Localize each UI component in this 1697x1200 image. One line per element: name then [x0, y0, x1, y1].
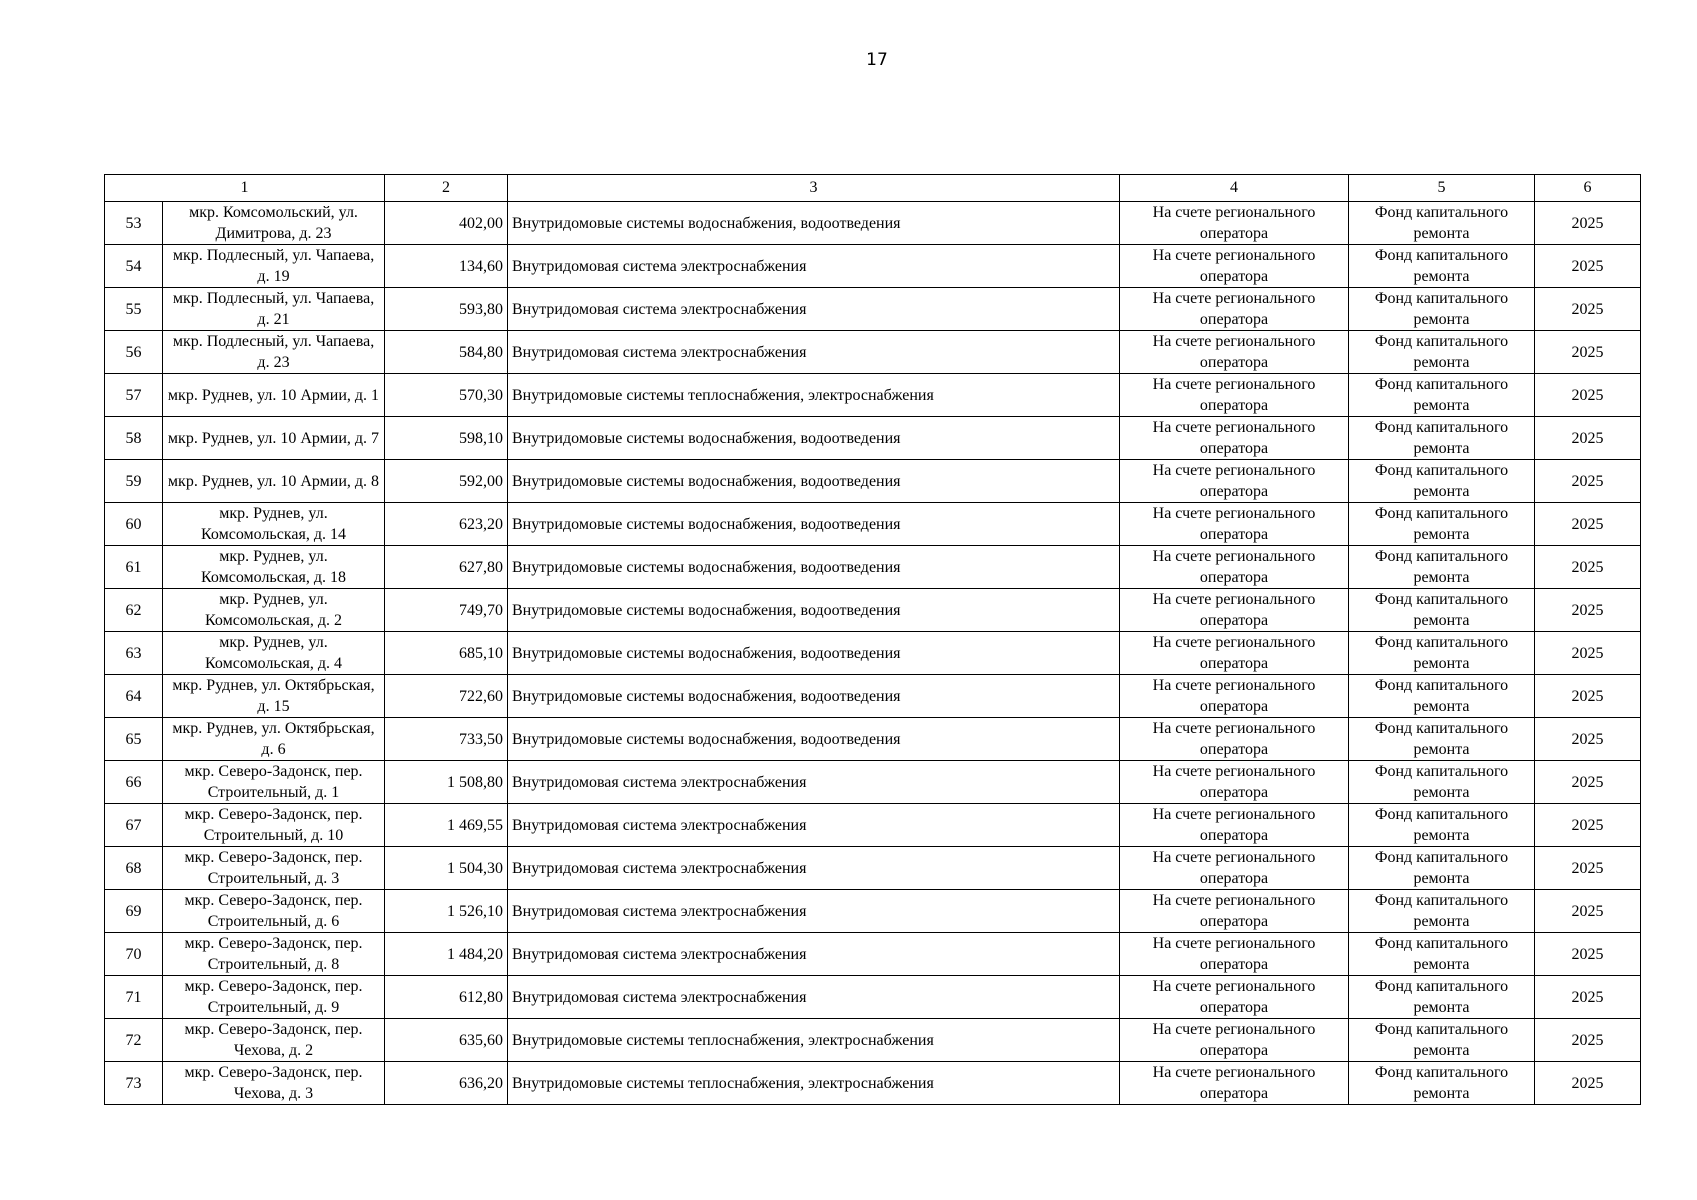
- area-cell: 685,10: [385, 632, 508, 675]
- table-row: [105, 675, 1641, 718]
- year-cell: 2025: [1535, 1019, 1641, 1062]
- year-cell: 2025: [1535, 546, 1641, 589]
- area-cell: 636,20: [385, 1062, 508, 1105]
- account-cell: На счете регионального оператора: [1120, 804, 1349, 847]
- area-cell: 749,70: [385, 589, 508, 632]
- work-type-cell: Внутридомовые системы водоснабжения, водоотведения: [508, 675, 1120, 718]
- address-cell: мкр. Руднев, ул. Комсомольская, д. 18: [163, 546, 385, 589]
- area-cell: 584,80: [385, 331, 508, 374]
- account-cell: На счете регионального оператора: [1120, 933, 1349, 976]
- funding-source-cell: Фонд капитального ремонта: [1349, 417, 1535, 460]
- work-type-cell: Внутридомовая система электроснабжения: [508, 976, 1120, 1019]
- work-type-cell: Внутридомовые системы водоснабжения, водоотведения: [508, 460, 1120, 503]
- year-cell: 2025: [1535, 245, 1641, 288]
- address-cell: мкр. Северо-Задонск, пер. Строительный, д. 1: [163, 761, 385, 804]
- funding-source-cell: Фонд капитального ремонта: [1349, 675, 1535, 718]
- row-number: 59: [105, 460, 163, 503]
- work-type-cell: Внутридомовая система электроснабжения: [508, 245, 1120, 288]
- area-cell: 733,50: [385, 718, 508, 761]
- funding-source-cell: Фонд капитального ремонта: [1349, 202, 1535, 245]
- area-cell: 134,60: [385, 245, 508, 288]
- funding-source-cell: Фонд капитального ремонта: [1349, 546, 1535, 589]
- row-number: 70: [105, 933, 163, 976]
- year-cell: 2025: [1535, 1062, 1641, 1105]
- work-type-cell: Внутридомовая система электроснабжения: [508, 847, 1120, 890]
- year-cell: 2025: [1535, 288, 1641, 331]
- year-cell: 2025: [1535, 374, 1641, 417]
- table-row: [105, 245, 1641, 288]
- area-cell: 1 484,20: [385, 933, 508, 976]
- address-cell: мкр. Северо-Задонск, пер. Чехова, д. 2: [163, 1019, 385, 1062]
- area-cell: 1 469,55: [385, 804, 508, 847]
- repair-schedule-table: [104, 174, 1641, 1105]
- work-type-cell: Внутридомовые системы водоснабжения, водоотведения: [508, 202, 1120, 245]
- account-cell: На счете регионального оператора: [1120, 761, 1349, 804]
- funding-source-cell: Фонд капитального ремонта: [1349, 718, 1535, 761]
- account-cell: На счете регионального оператора: [1120, 202, 1349, 245]
- year-cell: 2025: [1535, 847, 1641, 890]
- area-cell: 402,00: [385, 202, 508, 245]
- table-row: [105, 331, 1641, 374]
- table-row: [105, 417, 1641, 460]
- year-cell: 2025: [1535, 675, 1641, 718]
- table-row: [105, 718, 1641, 761]
- account-cell: На счете регионального оператора: [1120, 460, 1349, 503]
- table-row: [105, 1062, 1641, 1105]
- account-cell: На счете регионального оператора: [1120, 675, 1349, 718]
- address-cell: мкр. Северо-Задонск, пер. Строительный, д. 6: [163, 890, 385, 933]
- year-cell: 2025: [1535, 718, 1641, 761]
- work-type-cell: Внутридомовые системы водоснабжения, водоотведения: [508, 718, 1120, 761]
- account-cell: На счете регионального оператора: [1120, 632, 1349, 675]
- area-cell: 570,30: [385, 374, 508, 417]
- funding-source-cell: Фонд капитального ремонта: [1349, 589, 1535, 632]
- address-cell: мкр. Руднев, ул. 10 Армии, д. 1: [163, 374, 385, 417]
- row-number: 72: [105, 1019, 163, 1062]
- year-cell: 2025: [1535, 417, 1641, 460]
- account-cell: На счете регионального оператора: [1120, 374, 1349, 417]
- funding-source-cell: Фонд капитального ремонта: [1349, 1062, 1535, 1105]
- row-number: 57: [105, 374, 163, 417]
- funding-source-cell: Фонд капитального ремонта: [1349, 761, 1535, 804]
- work-type-cell: Внутридомовая система электроснабжения: [508, 804, 1120, 847]
- table-row: [105, 976, 1641, 1019]
- row-number: 62: [105, 589, 163, 632]
- table-row: [105, 546, 1641, 589]
- table-row: [105, 288, 1641, 331]
- address-cell: мкр. Руднев, ул. 10 Армии, д. 8: [163, 460, 385, 503]
- address-cell: мкр. Руднев, ул. Комсомольская, д. 4: [163, 632, 385, 675]
- year-cell: 2025: [1535, 761, 1641, 804]
- table-row: [105, 761, 1641, 804]
- table-row: [105, 890, 1641, 933]
- table-row: [105, 933, 1641, 976]
- year-cell: 2025: [1535, 890, 1641, 933]
- address-cell: мкр. Руднев, ул. 10 Армии, д. 7: [163, 417, 385, 460]
- table-row: [105, 503, 1641, 546]
- work-type-cell: Внутридомовая система электроснабжения: [508, 761, 1120, 804]
- address-cell: мкр. Северо-Задонск, пер. Строительный, д. 9: [163, 976, 385, 1019]
- funding-source-cell: Фонд капитального ремонта: [1349, 804, 1535, 847]
- funding-source-cell: Фонд капитального ремонта: [1349, 245, 1535, 288]
- account-cell: На счете регионального оператора: [1120, 546, 1349, 589]
- table-row: [105, 804, 1641, 847]
- row-number: 58: [105, 417, 163, 460]
- column-header-2: 2: [385, 175, 508, 202]
- row-number: 66: [105, 761, 163, 804]
- year-cell: 2025: [1535, 460, 1641, 503]
- account-cell: На счете регионального оператора: [1120, 589, 1349, 632]
- header-row: [105, 175, 1641, 202]
- funding-source-cell: Фонд капитального ремонта: [1349, 976, 1535, 1019]
- work-type-cell: Внутридомовые системы теплоснабжения, электроснабжения: [508, 374, 1120, 417]
- table-row: [105, 1019, 1641, 1062]
- table-row: [105, 589, 1641, 632]
- table-row: [105, 847, 1641, 890]
- address-cell: мкр. Северо-Задонск, пер. Чехова, д. 3: [163, 1062, 385, 1105]
- address-cell: мкр. Руднев, ул. Октябрьская, д. 6: [163, 718, 385, 761]
- work-type-cell: Внутридомовая система электроснабжения: [508, 933, 1120, 976]
- funding-source-cell: Фонд капитального ремонта: [1349, 288, 1535, 331]
- funding-source-cell: Фонд капитального ремонта: [1349, 460, 1535, 503]
- area-cell: 722,60: [385, 675, 508, 718]
- work-type-cell: Внутридомовые системы водоснабжения, водоотведения: [508, 503, 1120, 546]
- page-number: 17: [866, 50, 888, 70]
- funding-source-cell: Фонд капитального ремонта: [1349, 847, 1535, 890]
- address-cell: мкр. Северо-Задонск, пер. Строительный, д. 8: [163, 933, 385, 976]
- funding-source-cell: Фонд капитального ремонта: [1349, 890, 1535, 933]
- row-number: 71: [105, 976, 163, 1019]
- row-number: 55: [105, 288, 163, 331]
- year-cell: 2025: [1535, 503, 1641, 546]
- account-cell: На счете регионального оператора: [1120, 245, 1349, 288]
- account-cell: На счете регионального оператора: [1120, 288, 1349, 331]
- row-number: 63: [105, 632, 163, 675]
- area-cell: 598,10: [385, 417, 508, 460]
- work-type-cell: Внутридомовые системы теплоснабжения, электроснабжения: [508, 1019, 1120, 1062]
- funding-source-cell: Фонд капитального ремонта: [1349, 374, 1535, 417]
- funding-source-cell: Фонд капитального ремонта: [1349, 933, 1535, 976]
- address-cell: мкр. Северо-Задонск, пер. Строительный, д. 10: [163, 804, 385, 847]
- row-number: 64: [105, 675, 163, 718]
- work-type-cell: Внутридомовая система электроснабжения: [508, 331, 1120, 374]
- account-cell: На счете регионального оператора: [1120, 976, 1349, 1019]
- work-type-cell: Внутридомовая система электроснабжения: [508, 288, 1120, 331]
- funding-source-cell: Фонд капитального ремонта: [1349, 632, 1535, 675]
- address-cell: мкр. Подлесный, ул. Чапаева, д. 19: [163, 245, 385, 288]
- work-type-cell: Внутридомовые системы водоснабжения, водоотведения: [508, 589, 1120, 632]
- account-cell: На счете регионального оператора: [1120, 503, 1349, 546]
- row-number: 53: [105, 202, 163, 245]
- area-cell: 1 526,10: [385, 890, 508, 933]
- table-row: [105, 632, 1641, 675]
- year-cell: 2025: [1535, 632, 1641, 675]
- account-cell: На счете регионального оператора: [1120, 890, 1349, 933]
- area-cell: 1 508,80: [385, 761, 508, 804]
- funding-source-cell: Фонд капитального ремонта: [1349, 1019, 1535, 1062]
- account-cell: На счете регионального оператора: [1120, 1019, 1349, 1062]
- address-cell: мкр. Руднев, ул. Комсомольская, д. 14: [163, 503, 385, 546]
- column-header-6: 6: [1535, 175, 1641, 202]
- area-cell: 593,80: [385, 288, 508, 331]
- year-cell: 2025: [1535, 976, 1641, 1019]
- column-header-5: 5: [1349, 175, 1535, 202]
- account-cell: На счете регионального оператора: [1120, 718, 1349, 761]
- account-cell: На счете регионального оператора: [1120, 331, 1349, 374]
- row-number: 56: [105, 331, 163, 374]
- address-cell: мкр. Подлесный, ул. Чапаева, д. 21: [163, 288, 385, 331]
- row-number: 54: [105, 245, 163, 288]
- year-cell: 2025: [1535, 589, 1641, 632]
- table-row: [105, 374, 1641, 417]
- row-number: 67: [105, 804, 163, 847]
- work-type-cell: Внутридомовые системы водоснабжения, водоотведения: [508, 632, 1120, 675]
- address-cell: мкр. Подлесный, ул. Чапаева, д. 23: [163, 331, 385, 374]
- area-cell: 623,20: [385, 503, 508, 546]
- year-cell: 2025: [1535, 331, 1641, 374]
- area-cell: 635,60: [385, 1019, 508, 1062]
- account-cell: На счете регионального оператора: [1120, 847, 1349, 890]
- column-header-4: 4: [1120, 175, 1349, 202]
- column-header-3: 3: [508, 175, 1120, 202]
- row-number: 68: [105, 847, 163, 890]
- row-number: 61: [105, 546, 163, 589]
- area-cell: 612,80: [385, 976, 508, 1019]
- row-number: 60: [105, 503, 163, 546]
- table-row: [105, 202, 1641, 245]
- address-cell: мкр. Комсомольский, ул. Димитрова, д. 23: [163, 202, 385, 245]
- table-body: [105, 202, 1641, 1105]
- area-cell: 592,00: [385, 460, 508, 503]
- year-cell: 2025: [1535, 804, 1641, 847]
- row-number: 73: [105, 1062, 163, 1105]
- funding-source-cell: Фонд капитального ремонта: [1349, 503, 1535, 546]
- column-header-1: 1: [105, 175, 385, 202]
- account-cell: На счете регионального оператора: [1120, 417, 1349, 460]
- work-type-cell: Внутридомовые системы водоснабжения, водоотведения: [508, 546, 1120, 589]
- address-cell: мкр. Северо-Задонск, пер. Строительный, д. 3: [163, 847, 385, 890]
- year-cell: 2025: [1535, 933, 1641, 976]
- row-number: 69: [105, 890, 163, 933]
- area-cell: 1 504,30: [385, 847, 508, 890]
- address-cell: мкр. Руднев, ул. Комсомольская, д. 2: [163, 589, 385, 632]
- work-type-cell: Внутридомовые системы водоснабжения, водоотведения: [508, 417, 1120, 460]
- row-number: 65: [105, 718, 163, 761]
- account-cell: На счете регионального оператора: [1120, 1062, 1349, 1105]
- table-header: [105, 175, 1641, 202]
- area-cell: 627,80: [385, 546, 508, 589]
- funding-source-cell: Фонд капитального ремонта: [1349, 331, 1535, 374]
- work-type-cell: Внутридомовая система электроснабжения: [508, 890, 1120, 933]
- year-cell: 2025: [1535, 202, 1641, 245]
- table-row: [105, 460, 1641, 503]
- work-type-cell: Внутридомовые системы теплоснабжения, электроснабжения: [508, 1062, 1120, 1105]
- address-cell: мкр. Руднев, ул. Октябрьская, д. 15: [163, 675, 385, 718]
